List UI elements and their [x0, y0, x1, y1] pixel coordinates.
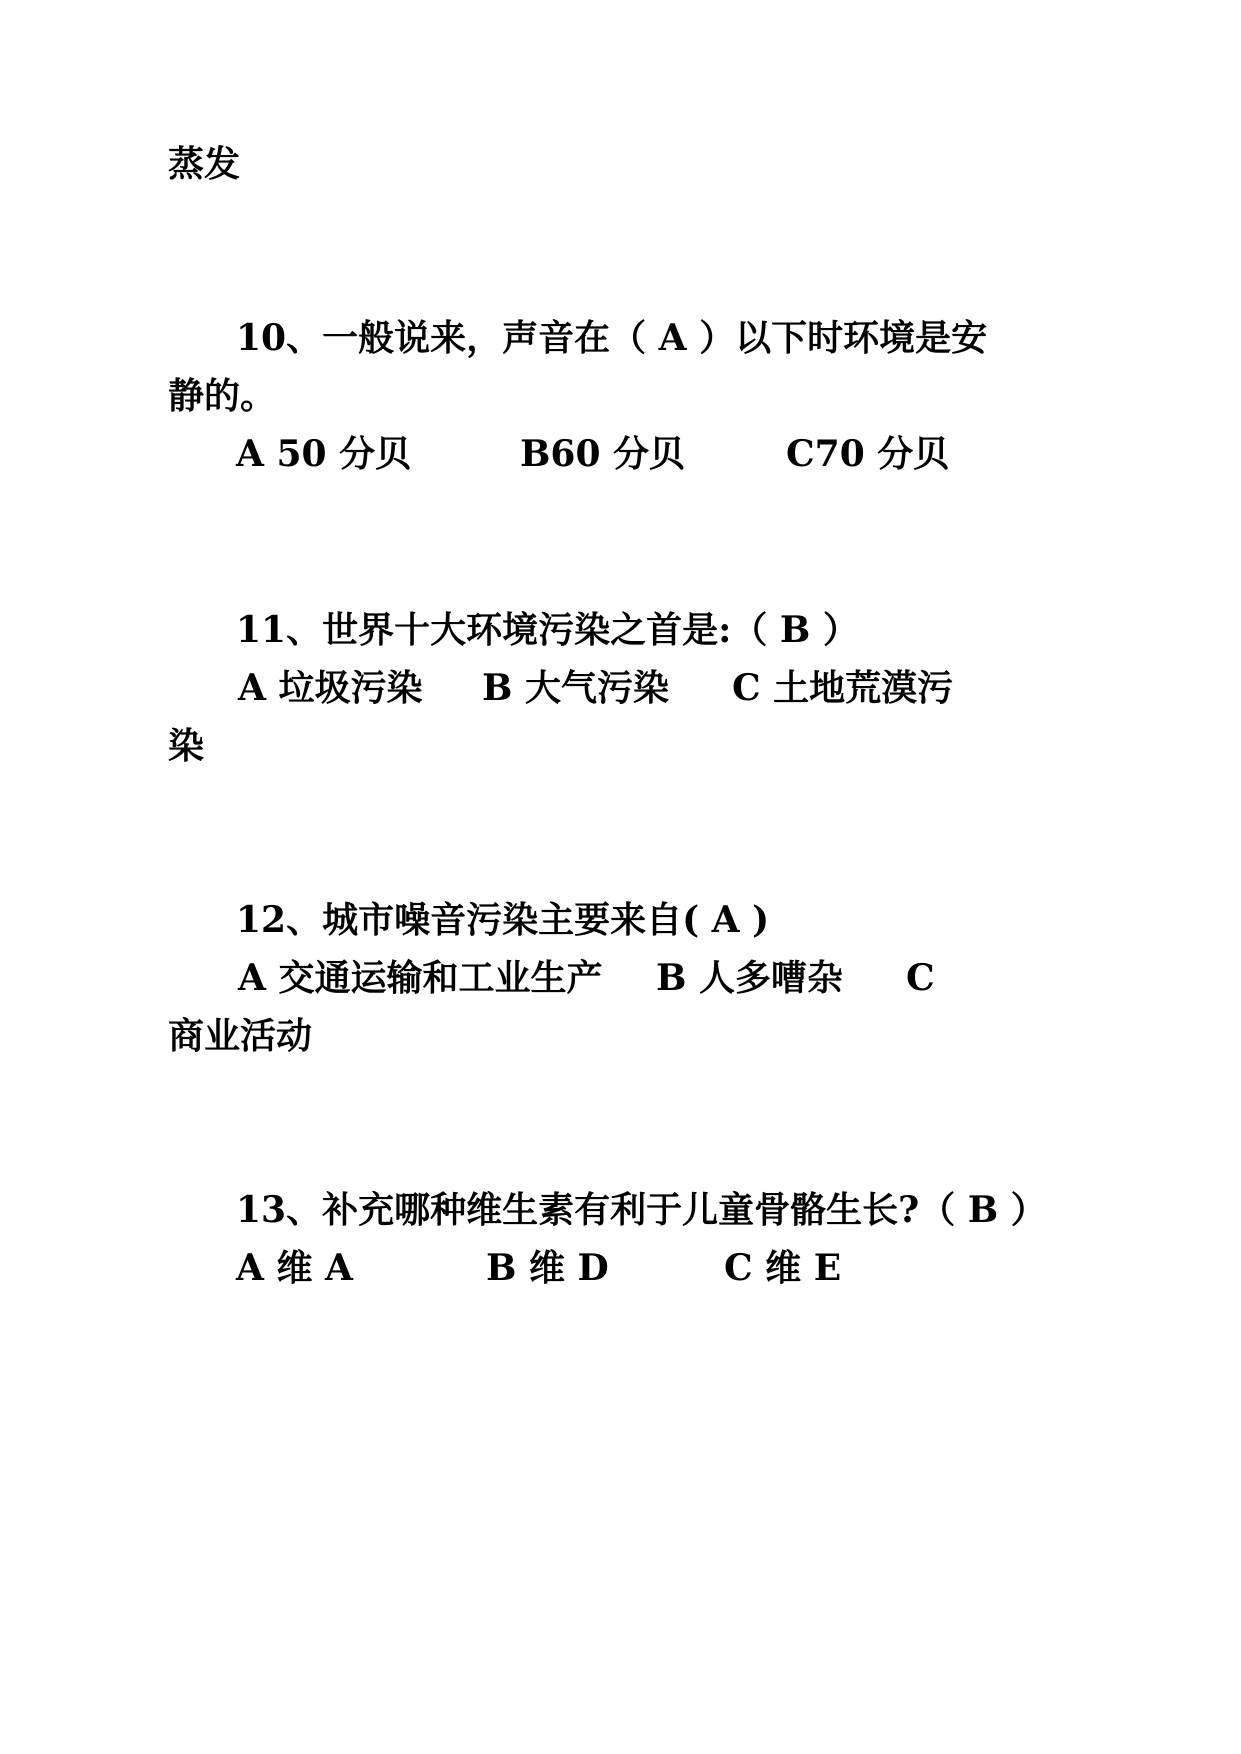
option-a: A 维 A — [236, 1247, 353, 1289]
option-b: B 维 D — [486, 1247, 609, 1289]
question-text: 11、世界十大环境污染之首是:（ B ） — [236, 609, 859, 651]
continuation-text: 蒸发 — [168, 143, 241, 185]
option-c: C 维 E — [724, 1247, 842, 1289]
option-a: A 交通运输和工业生产 — [238, 957, 603, 999]
option-a: A 50 分贝 — [236, 433, 412, 475]
option-c: C — [906, 957, 935, 999]
option-c: C 土地荒漠污 — [732, 667, 954, 709]
option-b: B 人多嘈杂 — [656, 957, 843, 999]
option-a: A 垃圾污染 — [238, 667, 423, 709]
option-b: B 大气污染 — [482, 667, 669, 709]
question-text: 10、一般说来，声音在（ A ）以下时环境是安 — [236, 317, 988, 359]
question-text: 12、城市噪音污染主要来自( A ) — [236, 899, 770, 941]
question-text-wrap: 静的。 — [168, 375, 277, 417]
option-c: C70 分贝 — [786, 433, 950, 475]
option-c-wrap: 染 — [168, 725, 205, 767]
option-b: B60 分贝 — [520, 433, 686, 475]
option-c-wrap: 商业活动 — [168, 1015, 313, 1057]
question-text: 13、补充哪种维生素有利于儿童骨骼生长?（ B ） — [236, 1189, 1047, 1231]
